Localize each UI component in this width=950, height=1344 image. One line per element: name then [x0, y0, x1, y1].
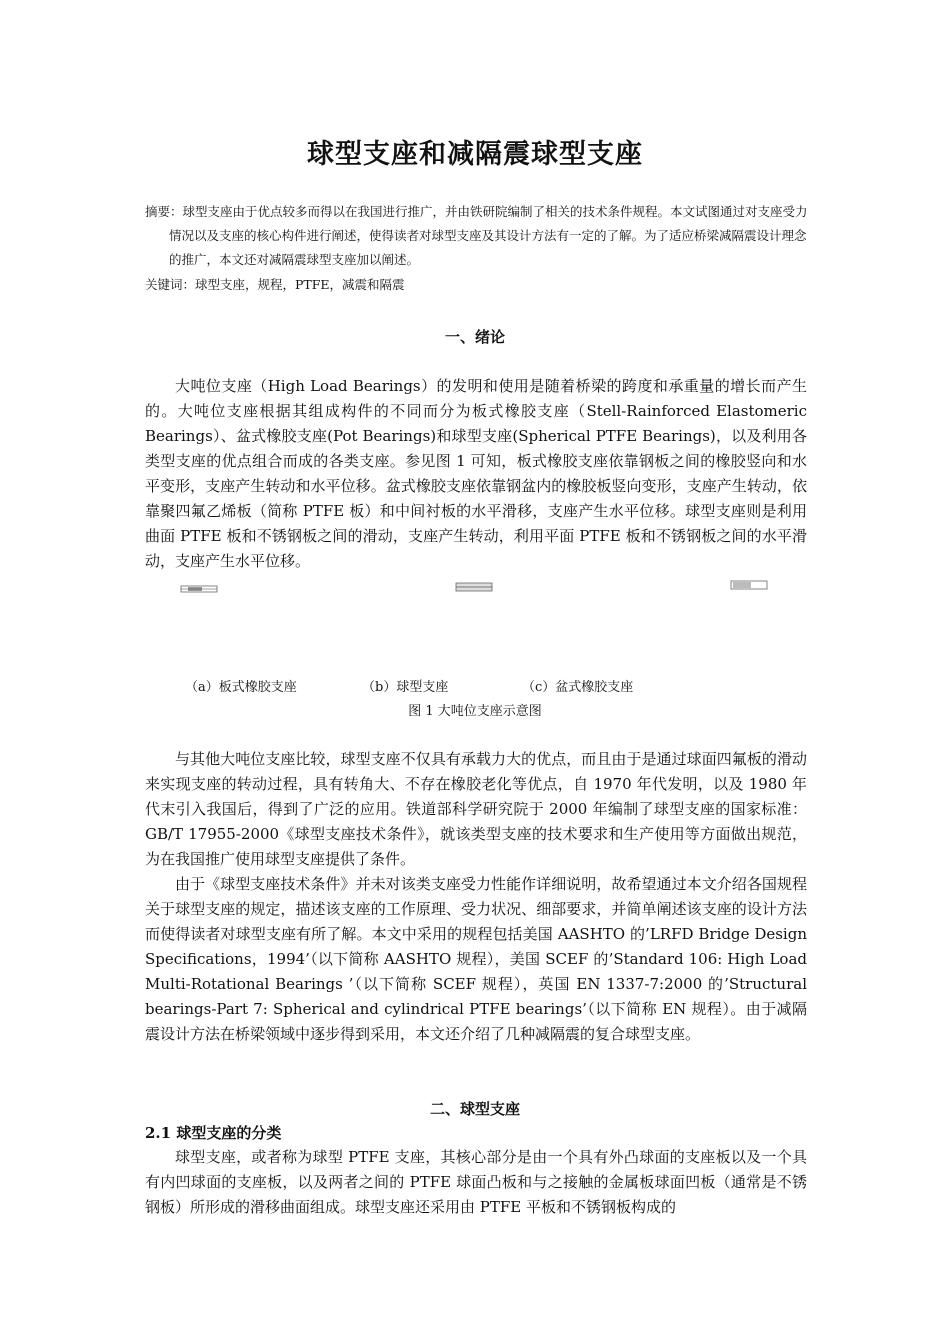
- abstract-text: 摘要：球型支座由于优点较多而得以在我国进行推广，并由铁研院编制了相关的技术条件规程。本文试图通过对支座受力情况以及支座的核心构件进行阐述，使得读者对球型支座及其设计方法有一定的了解。为了适应桥梁减隔震设计理念的推广，本文还对减隔震球型支座加以阐述。: [145, 204, 808, 267]
- paragraph: 由于《球型支座技术条件》并未对该类支座受力性能作详细说明，故希望通过本文介绍各国规程关于球型支座的规定，描述该支座的工作原理、受力状况、细部要求，并简单阐述该支座的设计方法而使得读者对球型支座有所了解。本文中采用的规程包括美国 AASHTO 的’LRFD Bridge Design Specifications，1994’（以下简称 AASHTO 规程），美国 SCEF 的’Standard 106: High Load Multi-Rotational Bearings ’（以下简称 SCEF 规程），英国 EN 1337-7:2000 的’Structural bearings-Part 7: Spherical and cylindrical PTFE bearings’（以下简称 EN 规程）。由于减隔震设计方法在桥梁领域中逐步得到采用，本文还介绍了几种减隔震的复合球型支座。: [145, 875, 807, 1043]
- figure-elastomeric-bearing: [180, 582, 218, 596]
- section-heading-spherical-bearings: 二、球型支座: [429, 1100, 520, 1118]
- paragraph: 大吨位支座（High Load Bearings）的发明和使用是随着桥梁的跨度和承重量的增长而产生的。大吨位支座根据其组成构件的不同而分为板式橡胶支座（Stell-Rainforced Elastomeric Bearings）、盆式橡胶支座(Pot Bearings)和球型支座(Spherical PTFE Bearings)，以及利用各类型支座的优点组合而成的各类支座。参见图 1 可知，板式橡胶支座依靠钢板之间的橡胶竖向和水平变形，支座产生转动和水平位移。盆式橡胶支座依靠钢盆内的橡胶板竖向变形，支座产生转动，依靠聚四氟乙烯板（简称 PTFE 板）和中间衬板的水平滑移，支座产生水平位移。球型支座则是利用曲面 PTFE 板和不锈钢板之间的滑动，支座产生转动，利用平面 PTFE 板和不锈钢板之间的水平滑动，支座产生水平位移。: [145, 377, 807, 570]
- figure-title: 图 1 大吨位支座示意图: [408, 704, 542, 719]
- paragraph: 球型支座，或者称为球型 PTFE 支座，其核心部分是由一个具有外凸球面的支座板以及一个具有内凹球面的支座板，以及两者之间的 PTFE 球面凸板和与之接触的金属板球面凹板（通常是不锈钢板）所形成的滑移曲面组成。球型支座还采用由 PTFE 平板和不锈钢板构成的: [145, 1148, 807, 1216]
- figure-spherical-bearing: [455, 580, 493, 594]
- figure-caption-b: （b）球型支座: [362, 680, 449, 695]
- abstract: [145, 200, 815, 272]
- figure-caption-c: （c）盆式橡胶支座: [522, 680, 634, 695]
- document-title: 球型支座和减隔震球型支座: [307, 139, 643, 170]
- section-heading-introduction: 一、绪论: [444, 328, 505, 346]
- subsection-heading: 2.1 球型支座的分类: [145, 1124, 282, 1142]
- figure-pot-bearing: [730, 578, 768, 592]
- paragraph: 与其他大吨位支座比较，球型支座不仅具有承载力大的优点，而且由于是通过球面四氟板的滑动来实现支座的转动过程，具有转角大、不存在橡胶老化等优点，自 1970 年代发明，以及 1980 年代末引入我国后，得到了广泛的应用。铁道部科学研究院于 2000 年编制了球型支座的国家标准：GB/T 17955-2000《球型支座技术条件》，就该类型支座的技术要求和生产使用等方面做出规范，为在我国推广使用球型支座提供了条件。: [145, 750, 807, 868]
- figure-caption-a: （a）板式橡胶支座: [185, 680, 297, 695]
- keywords: 关键词：球型支座，规程，PTFE，减震和隔震: [145, 277, 405, 292]
